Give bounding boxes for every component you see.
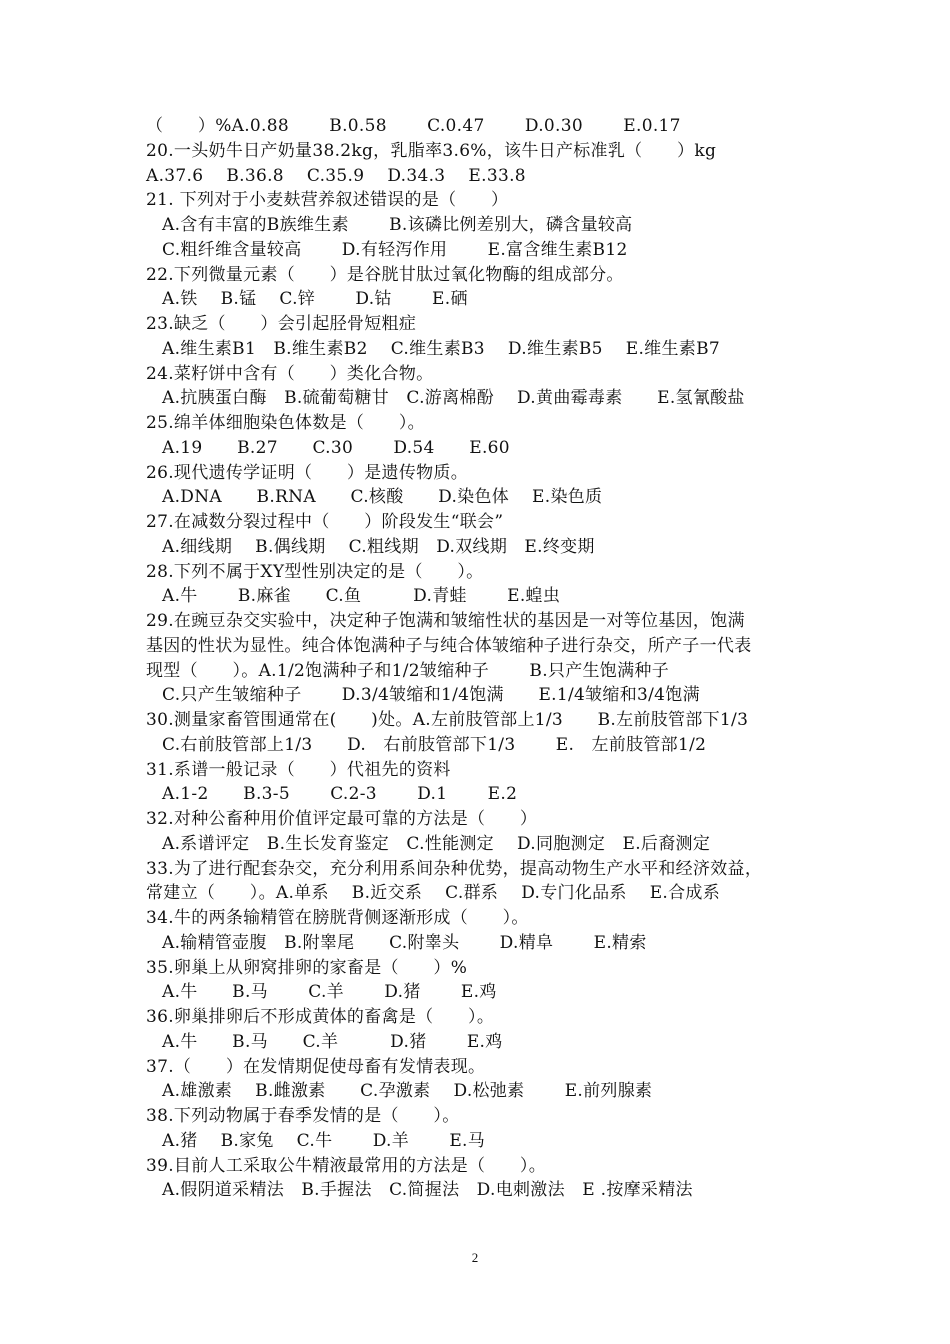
question-line: 现型（ ）。A.1/2饱满种子和1/2皱缩种子 B.只产生饱满种子 bbox=[146, 660, 669, 681]
question-line: 23.缺乏（ ）会引起胫骨短粗症 bbox=[146, 314, 417, 334]
option-line: A.假阴道采精法 B.手握法 C.简握法 D.电刺激法 E .按摩采精法 bbox=[162, 1180, 693, 1201]
option-line: A.雄激素 B.雌激素 C.孕激素 D.松弛素 E.前列腺素 bbox=[162, 1081, 653, 1102]
question-line: 38.下列动物属于春季发情的是（ ）。 bbox=[146, 1106, 460, 1126]
question-line: 常建立（ ）。A.单系 B.近交系 C.群系 D.专门化品系 E.合成系 bbox=[146, 883, 721, 904]
question-line: 28.下列不属于XY型性别决定的是（ ）。 bbox=[146, 561, 484, 582]
option-line: C.右前肢管部上1/3 D. 右前肢管部下1/3 E. 左前肢管部1/2 bbox=[162, 734, 707, 755]
option-line: C.只产生皱缩种子 D.3/4皱缩和1/4饱满 E.1/4皱缩和3/4饱满 bbox=[162, 685, 700, 706]
option-line: A.维生素B1 B.维生素B2 C.维生素B3 D.维生素B5 E.维生素B7 bbox=[162, 338, 720, 359]
question-line: 27.在减数分裂过程中（ ）阶段发生“联会” bbox=[146, 512, 504, 532]
question-line: 25.绵羊体细胞染色体数是（ ）。 bbox=[146, 413, 425, 433]
question-line: 32.对种公畜种用价值评定最可靠的方法是（ ） bbox=[146, 809, 538, 829]
question-line: 33.为了进行配套杂交，充分利用系间杂种优势，提高动物生产水平和经济效益， bbox=[146, 858, 763, 879]
option-line: A.19 B.27 C.30 D.54 E.60 bbox=[162, 437, 510, 458]
option-line: A.细线期 B.偶线期 C.粗线期 D.双线期 E.终变期 bbox=[162, 536, 595, 557]
question-line: 20.一头奶牛日产奶量38.2kg，乳脂率3.6%，该牛日产标准乳（ ）kg bbox=[146, 140, 717, 161]
question-line: A.37.6 B.36.8 C.35.9 D.34.3 E.33.8 bbox=[146, 165, 526, 186]
question-line: 21. 下列对于小麦麸营养叙述错误的是（ ） bbox=[146, 190, 509, 211]
option-line: A.铁 B.锰 C.锌 D.钴 E.硒 bbox=[162, 289, 468, 310]
question-line: 基因的性状为显性。纯合体饱满种子与纯合体皱缩种子进行杂交，所产子一代表 bbox=[146, 635, 752, 656]
option-line: A.含有丰富的B族维生素 B.该磷比例差别大，磷含量较高 bbox=[162, 215, 633, 235]
question-line: 29.在豌豆杂交实验中，决定种子饱满和皱缩性状的基因是一对等位基因，饱满 bbox=[146, 611, 745, 631]
question-line: 26.现代遗传学证明（ ）是遗传物质。 bbox=[146, 462, 469, 483]
page-number: 2 bbox=[471, 1250, 479, 1265]
option-line: A.系谱评定 B.生长发育鉴定 C.性能测定 D.同胞测定 E.后裔测定 bbox=[162, 833, 711, 854]
question-line: 39.目前人工采取公牛精液最常用的方法是（ ）。 bbox=[146, 1155, 547, 1176]
question-text-block bbox=[146, 114, 826, 1203]
question-line: 31.系谱一般记录（ ）代祖先的资料 bbox=[146, 759, 451, 780]
question-line: 24.菜籽饼中含有（ ）类化合物。 bbox=[146, 363, 434, 384]
option-line: A.猪 B.家兔 C.牛 D.羊 E.马 bbox=[162, 1130, 486, 1151]
option-line: A.输精管壶腹 B.附睾尾 C.附睾头 D.精阜 E.精索 bbox=[162, 932, 647, 953]
option-line: C.粗纤维含量较高 D.有轻泻作用 E.富含维生素B12 bbox=[162, 239, 628, 260]
question-line: 22.下列微量元素（ ）是谷胱甘肽过氧化物酶的组成部分。 bbox=[146, 264, 624, 285]
question-line: 36.卵巢排卵后不形成黄体的畜禽是（ ）。 bbox=[146, 1007, 495, 1027]
question-line: 35.卵巢上从卵窝排卵的家畜是（ ）% bbox=[146, 957, 468, 978]
option-line: A.1-2 B.3-5 C.2-3 D.1 E.2 bbox=[162, 784, 518, 805]
question-line: 37.（ ）在发情期促使母畜有发情表现。 bbox=[146, 1056, 486, 1077]
option-line: A.牛 B.马 C.羊 D.猪 E.鸡 bbox=[162, 1031, 503, 1052]
question-line: （ ）%A.0.88 B.0.58 C.0.47 D.0.30 E.0.17 bbox=[146, 116, 681, 136]
question-line: 34.牛的两条输精管在膀胱背侧逐渐形成（ ）。 bbox=[146, 908, 529, 928]
option-line: A.牛 B.马 C.羊 D.猪 E.鸡 bbox=[162, 982, 497, 1003]
option-line: A.DNA B.RNA C.核酸 D.染色体 E.染色质 bbox=[162, 487, 603, 508]
option-line: A.抗胰蛋白酶 B.硫葡萄糖甘 C.游离棉酚 D.黄曲霉毒素 E.氢氰酸盐 bbox=[162, 388, 745, 409]
option-line: A.牛 B.麻雀 C.鱼 D.青蛙 E.蝗虫 bbox=[162, 586, 561, 607]
question-line: 30.测量家畜管围通常在( )处。A.左前肢管部上1/3 B.左前肢管部下1/3 bbox=[146, 710, 749, 730]
